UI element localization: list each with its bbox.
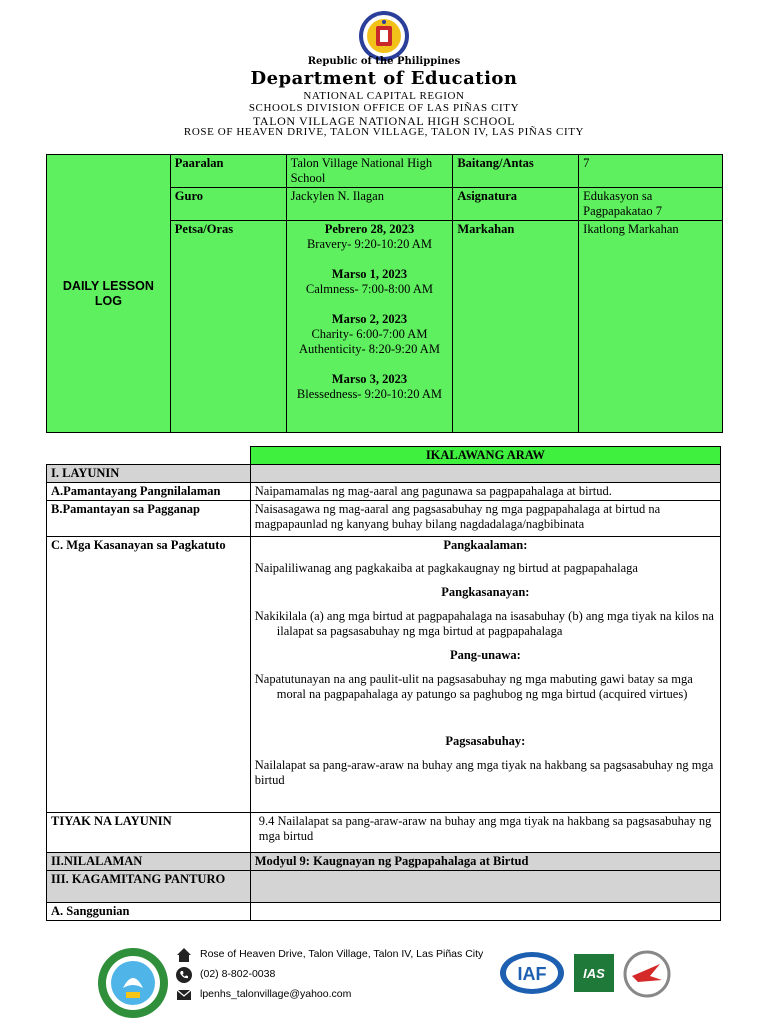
schedule-time: Blessedness- 9:20-10:20 AM: [296, 387, 443, 401]
guro-value: Jackylen N. Ilagan: [286, 188, 453, 221]
tiyak-label: TIYAK NA LAYUNIN: [47, 813, 251, 853]
pamantayang-label: A.Pamantayang Pangnilalaman: [47, 483, 251, 501]
lesson-plan-table: [46, 446, 721, 921]
schedule-date: Pebrero 28, 2023: [324, 222, 415, 236]
paaralan-value: Talon Village National High School: [286, 155, 453, 188]
schedule-date: Marso 2, 2023: [331, 312, 408, 326]
guro-label: Guro: [170, 188, 286, 221]
nilalaman-value: Modyul 9: Kaugnayan ng Pagpapahalaga at Birtud: [250, 853, 720, 871]
iaf-text: IAF: [517, 964, 547, 984]
tiyak-value: 9.4 Nailalapat sa pang-araw-araw na buhay ang mga tiyak na hakbang sa pagsasabuhay ng mga birtud: [250, 813, 720, 853]
pagsasabuhay-heading: Pagsasabuhay:: [445, 734, 526, 748]
pagsasabuhay-text: Nailalapat sa pang-araw-araw na buhay ang mga tiyak na hakbang sa pagsasabuhay ng mga birtud: [254, 758, 714, 787]
baitang-label: Baitang/Antas: [453, 155, 579, 188]
phone-icon: [176, 967, 192, 983]
address-line: ROSE OF HEAVEN DRIVE, TALON VILLAGE, TALON IV, LAS PIÑAS CITY: [183, 126, 585, 138]
baitang-value: 7: [579, 155, 723, 188]
schedule-time: Bravery- 9:20-10:20 AM: [306, 237, 432, 251]
layunin-heading: I. LAYUNIN: [47, 465, 251, 483]
certification-badge: [620, 950, 674, 998]
sanggunian-label: A. Sanggunian: [47, 903, 251, 921]
nilalaman-label: II.NILALAMAN: [47, 853, 251, 871]
school-logo: [96, 946, 170, 1020]
daily-lesson-log-title: DAILY LESSON LOG: [47, 155, 171, 433]
markahan-value: Ikatlong Markahan: [579, 221, 723, 433]
home-icon: [176, 947, 192, 963]
pangkaalaman-text: Naipaliliwanag ang pagkakaiba at pagkakaugnay ng birtud at pagpapahalaga: [254, 561, 638, 575]
division-line: SCHOOLS DIVISION OFFICE OF LAS PIÑAS CITY: [248, 102, 520, 114]
pamantayang-value: Naipamamalas ng mag-aaral ang pagunawa sa pagpapahalaga at birtud.: [250, 483, 720, 501]
asignatura-value: Edukasyon sa Pagpapakatao 7: [579, 188, 723, 221]
region-line: NATIONAL CAPITAL REGION: [303, 90, 465, 102]
iaf-badge: [498, 950, 566, 996]
pang-unawa-text: Napatutunayan na ang paulit-ulit na pagsasabuhay ng mga mabuting gawi batay sa mga moral na pagpapahalaga ay patungo sa paghubog ng mga birtud (acquired virtues): [254, 672, 693, 701]
footer: [0, 940, 768, 1024]
kagamitan-label: III. KAGAMITANG PANTURO: [47, 871, 251, 903]
school-line: TALON VILLAGE NATIONAL HIGH SCHOOL: [252, 114, 516, 128]
republic-line: Republic of the Philippines: [307, 56, 461, 67]
kasanayan-label: C. Mga Kasanayan sa Pagkatuto: [47, 537, 251, 813]
footer-email: lpenhs_talonvillage@yahoo.com: [200, 988, 352, 1000]
lesson-info-table: [46, 154, 723, 433]
footer-phone: (02) 8-802-0038: [200, 968, 276, 980]
schedule-time: Authenticity- 8:20-9:20 AM: [298, 342, 440, 356]
deped-seal-logo: [358, 10, 410, 62]
ikalawang-araw-header: IKALAWANG ARAW: [250, 447, 720, 465]
pangkasanayan-heading: Pangkasanayan:: [441, 585, 530, 599]
schedule-time: Charity- 6:00-7:00 AM: [311, 327, 428, 341]
pang-unawa-heading: Pang-unawa:: [449, 648, 521, 662]
petsa-label: Petsa/Oras: [170, 221, 286, 433]
ias-text: IAS: [583, 966, 605, 981]
ias-badge: [574, 954, 614, 992]
pangkaalaman-heading: Pangkaalaman:: [443, 538, 528, 552]
pagganap-value: Naisasagawa ng mag-aaral ang pagsasabuhay ng mga pagpapahalaga at birtud na magpapaunlad ng kanyang buhay bilang nagdadalaga/nagbibinata: [250, 501, 720, 537]
pangkasanayan-text: Nakikilala (a) ang mga birtud at pagpapahalaga na isasabuhay (b) ang mga tiyak na kilos na ilalapat sa pagsasabuhay ng mga birtud at pagpapahalaga: [254, 609, 714, 638]
pagganap-label: B.Pamantayan sa Pagganap: [47, 501, 251, 537]
footer-address: Rose of Heaven Drive, Talon Village, Talon IV, Las Piñas City: [200, 948, 484, 960]
schedule-date: Marso 1, 2023: [331, 267, 408, 281]
kasanayan-cell: [250, 537, 720, 813]
markahan-label: Markahan: [453, 221, 579, 433]
schedule-time: Calmness- 7:00-8:00 AM: [305, 282, 433, 296]
asignatura-label: Asignatura: [453, 188, 579, 221]
schedule-cell: [286, 221, 453, 433]
paaralan-label: Paaralan: [170, 155, 286, 188]
department-title: Department of Education: [250, 68, 518, 89]
email-icon: [176, 987, 192, 1003]
schedule-date: Marso 3, 2023: [331, 372, 408, 386]
